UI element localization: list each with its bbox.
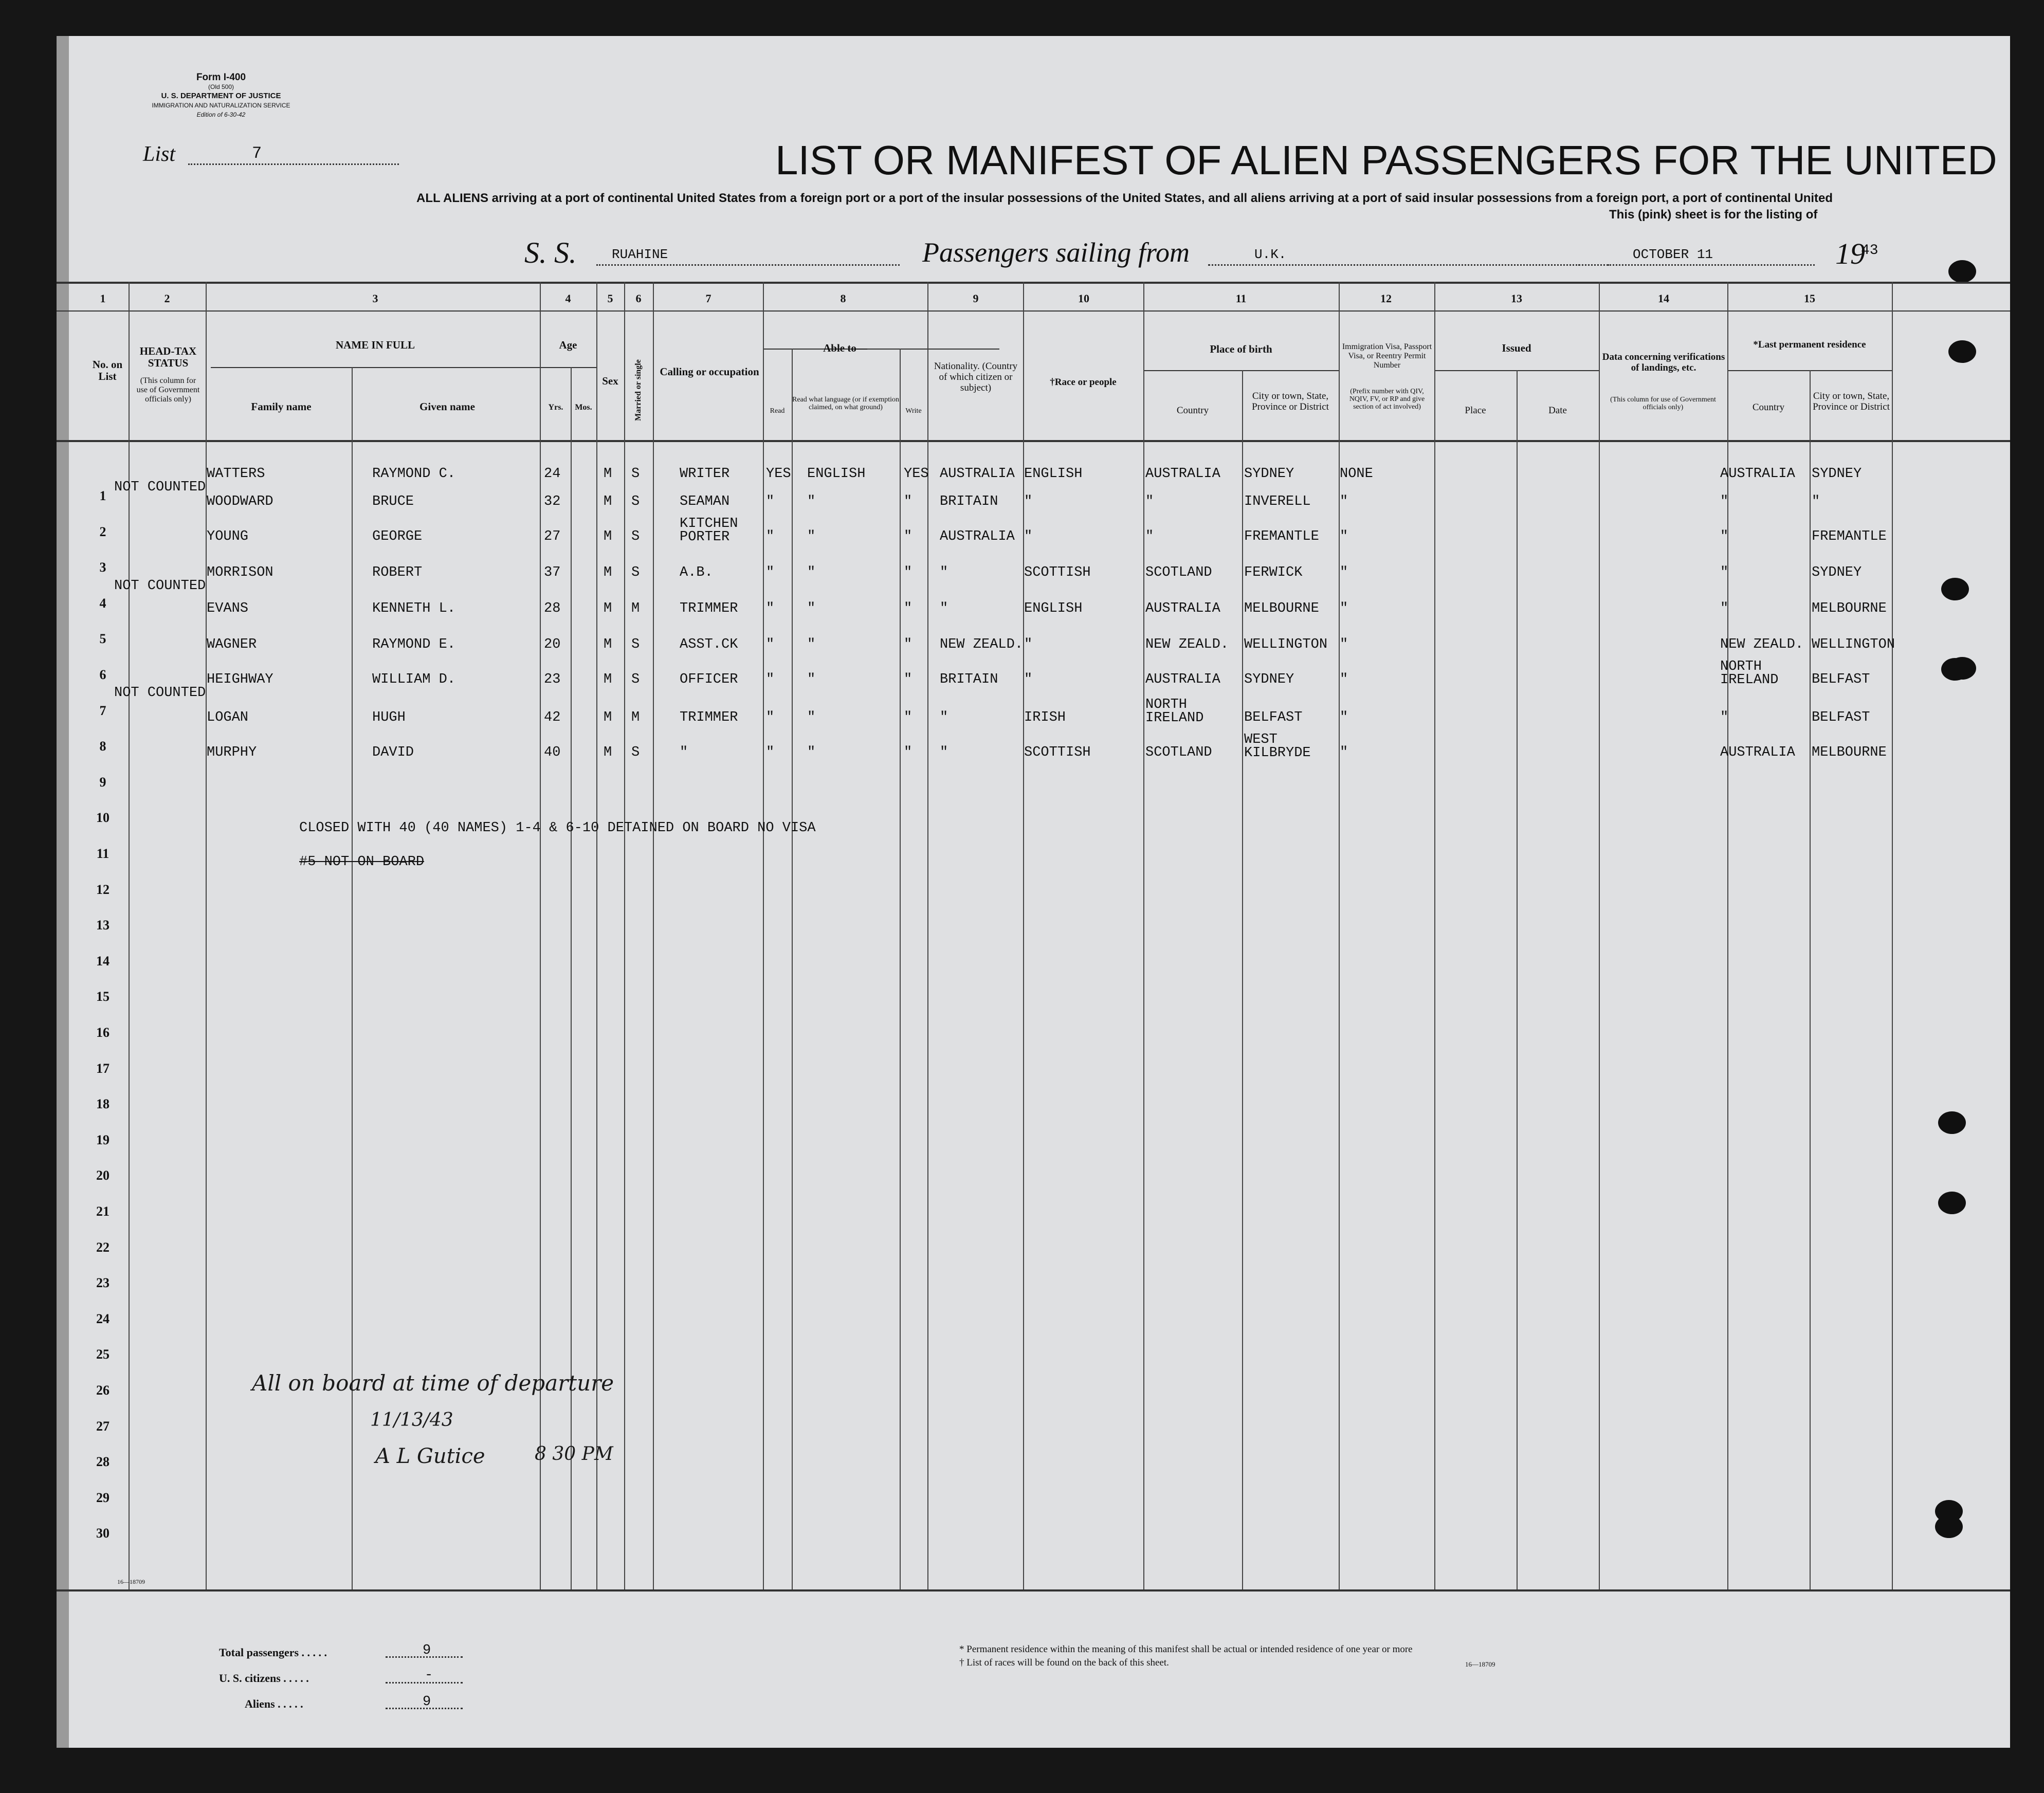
birth-city-cell: SYDNEY [1244, 672, 1294, 687]
ship-name: RUAHINE [612, 247, 668, 262]
column-number: 1 [100, 292, 106, 305]
family-name-cell: HEIGHWAY [207, 672, 273, 687]
header-no-on-list: No. on List [92, 358, 123, 382]
column-number: 15 [1804, 292, 1815, 305]
visa-cell: " [1340, 565, 1348, 580]
marital-status-cell: S [631, 637, 640, 652]
nationality-cell: BRITAIN [940, 672, 998, 687]
header-race: †Race or people [1050, 377, 1117, 388]
col-divider [352, 367, 353, 1589]
nationality-cell: " [940, 565, 948, 580]
residence-footnote: * Permanent residence within the meaning of this manifest shall be actual or intended residence of one year or more [959, 1644, 1413, 1655]
birth-country-cell: AUSTRALIA [1145, 672, 1220, 687]
header-write: Write [905, 407, 922, 415]
sheet-edge-shadow [57, 36, 69, 1748]
write-cell: " [904, 745, 912, 760]
birth-city-cell: FREMANTLE [1244, 529, 1319, 544]
us-line [386, 1682, 463, 1684]
residence-country-cell: " [1720, 601, 1729, 616]
birth-city-cell: MELBOURNE [1244, 601, 1319, 616]
write-cell: " [904, 529, 912, 544]
read-language-cell: " [807, 710, 816, 725]
header-visa-note: (Prefix number with QIV, NQIV, FV, or RP and give section of act involved) [1349, 388, 1425, 411]
residence-city-cell: MELBOURNE [1812, 601, 1887, 616]
sex-cell: M [604, 745, 612, 760]
row-number: 28 [96, 1454, 110, 1470]
visa-cell: " [1340, 529, 1348, 544]
header-name-in-full: NAME IN FULL [335, 339, 415, 351]
age-years-cell: 42 [544, 710, 561, 725]
col-divider [792, 349, 793, 1589]
print-code-left: 16—18709 [117, 1578, 145, 1585]
table-bottom-border [57, 1589, 2010, 1591]
row-number: 5 [99, 631, 106, 647]
residence-city-cell: FREMANTLE [1812, 529, 1887, 544]
family-name-cell: EVANS [207, 601, 249, 616]
department-name: U. S. DEPARTMENT OF JUSTICE [161, 92, 281, 100]
row-number: 22 [96, 1239, 110, 1255]
column-number: 14 [1658, 292, 1669, 305]
birth-country-cell: NEW ZEALD. [1145, 637, 1229, 652]
read-cell: " [766, 637, 775, 652]
age-years-cell: 32 [544, 494, 561, 509]
sex-cell: M [604, 565, 612, 580]
residence-city-cell: SYDNEY [1812, 565, 1862, 580]
residence-city-cell: WELLINGTON [1812, 637, 1895, 652]
col-divider [1599, 282, 1600, 1589]
header-data-note: (This column for use of Government officials only) [1610, 396, 1716, 411]
column-number: 5 [607, 292, 613, 305]
column-number: 9 [973, 292, 979, 305]
header-birth-city: City or town, State, Province or District [1252, 391, 1329, 412]
read-language-cell: " [807, 565, 816, 580]
total-passengers-label: Total passengers . . . . . [219, 1646, 327, 1659]
marital-status-cell: S [631, 672, 640, 687]
print-code: 16—18709 [1465, 1660, 1495, 1668]
column-number: 4 [565, 292, 571, 305]
page-title: LIST OR MANIFEST OF ALIEN PASSENGERS FOR THE UNITED [775, 137, 1997, 183]
sailing-port: U.K. [1254, 247, 1287, 262]
header-issued: Issued [1502, 342, 1531, 354]
sex-cell: M [604, 529, 612, 544]
read-cell: " [766, 494, 775, 509]
birth-country-cell: NORTH IRELAND [1145, 697, 1204, 726]
punch-hole [1948, 260, 1976, 283]
col-divider [571, 367, 572, 1589]
row-number: 17 [96, 1060, 110, 1076]
header-read: Read [770, 407, 785, 415]
row-number: 24 [96, 1311, 110, 1326]
birth-country-cell: " [1145, 529, 1154, 544]
family-name-cell: WATTERS [207, 466, 265, 482]
punch-hole [1948, 657, 1976, 680]
table-top-border [57, 282, 2010, 284]
row-number: 14 [96, 953, 110, 968]
given-name-cell: BRUCE [372, 494, 414, 509]
age-years-cell: 23 [544, 672, 561, 687]
age-years-cell: 27 [544, 529, 561, 544]
closing-note: CLOSED WITH 40 (40 NAMES) 1-4 & 6-10 DETAINED ON BOARD NO VISA [299, 820, 816, 836]
col-divider [129, 282, 130, 1589]
row-number: 16 [96, 1025, 110, 1040]
family-name-cell: MORRISON [207, 565, 273, 580]
read-language-cell: " [807, 672, 816, 687]
age-subheader-line [540, 367, 596, 368]
residence-country-cell: NORTH IRELAND [1720, 659, 1779, 688]
col-divider [763, 282, 764, 1589]
header-head-tax: HEAD-TAX STATUS [139, 345, 197, 369]
colnum-row-border [57, 310, 2010, 312]
visa-cell: " [1340, 494, 1348, 509]
header-data-concerning: Data concerning verifications of landings, etc. [1602, 352, 1725, 373]
head-tax-cell: NOT COUNTED [114, 685, 206, 701]
column-number: 12 [1380, 292, 1392, 305]
marital-status-cell: S [631, 494, 640, 509]
occupation-cell: " [680, 745, 688, 760]
column-number: 6 [635, 292, 642, 305]
total-passengers-value: 9 [423, 1643, 431, 1658]
birth-city-cell: WELLINGTON [1244, 637, 1328, 652]
visa-cell: " [1340, 672, 1348, 687]
us-citizens-value: - [425, 1668, 433, 1683]
row-number: 27 [96, 1418, 110, 1434]
marital-status-cell: S [631, 745, 640, 760]
header-calling: Calling or occupation [660, 365, 759, 378]
visa-cell: " [1340, 637, 1348, 652]
not-on-board-note: #5 NOT ON BOARD [299, 854, 425, 870]
visa-cell: NONE [1340, 466, 1373, 482]
family-name-cell: WAGNER [207, 637, 257, 652]
header-able-to: Able to— [823, 342, 867, 354]
read-cell: YES [766, 466, 791, 482]
birth-city-cell: BELFAST [1244, 710, 1303, 725]
head-tax-cell: NOT COUNTED [114, 480, 206, 495]
col-divider [624, 282, 625, 1589]
birth-country-cell: SCOTLAND [1145, 745, 1212, 760]
nationality-cell: AUSTRALIA [940, 529, 1015, 544]
nationality-cell: NEW ZEALD. [940, 637, 1024, 652]
header-issued-date: Date [1548, 405, 1567, 416]
residence-city-cell: " [1812, 494, 1820, 509]
row-number: 12 [96, 882, 110, 897]
row-number: 18 [96, 1096, 110, 1112]
col-divider [1517, 370, 1518, 1589]
occupation-cell: WRITER [680, 466, 730, 482]
nationality-cell: AUSTRALIA [940, 466, 1015, 482]
birth-country-cell: AUSTRALIA [1145, 466, 1220, 482]
instructions-line: ALL ALIENS arriving at a port of continental United States from a foreign port or a port of the insular possessions of the United States, and all aliens arriving at a port of said insular possessions from a foreign port, a port of continental United [416, 191, 1833, 205]
given-name-cell: DAVID [372, 745, 414, 760]
sex-cell: M [604, 637, 612, 652]
list-label: List [143, 142, 176, 166]
year-suffix: 43 [1861, 243, 1878, 259]
col-divider [900, 349, 901, 1589]
occupation-cell: KITCHEN PORTER [680, 516, 738, 545]
column-number: 2 [164, 292, 170, 305]
race-cell: IRISH [1024, 710, 1066, 725]
sex-cell: M [604, 494, 612, 509]
handwritten-departure-note: All on board at time of departure [252, 1370, 614, 1396]
occupation-cell: ASST.CK [680, 637, 738, 652]
sex-cell: M [604, 710, 612, 725]
given-name-cell: GEORGE [372, 529, 423, 544]
row-number: 26 [96, 1383, 110, 1398]
col-divider [1810, 370, 1811, 1589]
sex-cell: M [604, 672, 612, 687]
manifest-sheet [57, 36, 2010, 1748]
header-given-name: Given name [419, 400, 475, 413]
residence-country-cell: NEW ZEALD. [1720, 637, 1804, 652]
row-number: 4 [99, 595, 106, 611]
read-cell: " [766, 529, 775, 544]
header-age-yrs: Yrs. [548, 403, 563, 412]
sailing-label: Passengers sailing from [922, 237, 1190, 268]
nationality-cell: " [940, 745, 948, 760]
col-divider [1242, 370, 1243, 1589]
read-language-cell: ENGLISH [807, 466, 866, 482]
aliens-value: 9 [423, 1694, 431, 1710]
family-name-cell: WOODWARD [207, 494, 273, 509]
visa-cell: " [1340, 745, 1348, 760]
head-tax-cell: NOT COUNTED [114, 578, 206, 594]
list-number: 7 [252, 144, 262, 163]
punch-hole [1938, 1111, 1966, 1134]
marital-status-cell: M [631, 601, 640, 616]
row-number: 10 [96, 810, 110, 826]
race-cell: " [1024, 637, 1033, 652]
residence-country-cell: " [1720, 529, 1729, 544]
race-cell: ENGLISH [1024, 466, 1083, 482]
header-place-of-birth: Place of birth [1210, 343, 1272, 355]
row-number: 25 [96, 1347, 110, 1362]
header-birth-country: Country [1176, 405, 1209, 416]
occupation-cell: TRIMMER [680, 710, 738, 725]
handwritten-date: 11/13/43 [370, 1410, 453, 1431]
visa-cell: " [1340, 601, 1348, 616]
sex-cell: M [604, 601, 612, 616]
column-number: 3 [372, 292, 378, 305]
list-dotted-line [188, 163, 399, 165]
age-years-cell: 20 [544, 637, 561, 652]
birth-city-cell: SYDNEY [1244, 466, 1294, 482]
write-cell: " [904, 565, 912, 580]
occupation-cell: A.B. [680, 565, 713, 580]
sex-cell: M [604, 466, 612, 482]
race-cell: " [1024, 529, 1033, 544]
marital-status-cell: M [631, 710, 640, 725]
col-divider [653, 282, 654, 1589]
residence-country-cell: " [1720, 494, 1729, 509]
residence-country-cell: AUSTRALIA [1720, 745, 1795, 760]
read-cell: " [766, 565, 775, 580]
pink-sheet-note: This (pink) sheet is for the listing of [1609, 208, 1818, 222]
header-last-residence: *Last permanent residence [1753, 339, 1866, 350]
residence-country-cell: " [1720, 565, 1729, 580]
read-cell: " [766, 745, 775, 760]
header-age: Age [559, 339, 577, 351]
row-number: 13 [96, 918, 110, 933]
column-number: 11 [1235, 292, 1247, 305]
header-head-tax-note: (This column for use of Government officials only) [136, 376, 200, 404]
given-name-cell: WILLIAM D. [372, 672, 456, 687]
occupation-cell: OFFICER [680, 672, 738, 687]
row-number: 15 [96, 989, 110, 1004]
birth-country-cell: AUSTRALIA [1145, 601, 1220, 616]
punch-hole [1938, 1192, 1966, 1214]
birth-country-cell: " [1145, 494, 1154, 509]
row-number: 20 [96, 1168, 110, 1183]
marital-status-cell: S [631, 466, 640, 482]
marital-status-cell: S [631, 565, 640, 580]
date-dotted-line [1578, 264, 1815, 266]
row-number: 1 [99, 488, 106, 503]
read-language-cell: " [807, 529, 816, 544]
punch-hole [1941, 578, 1969, 600]
nationality-cell: BRITAIN [940, 494, 998, 509]
row-number: 6 [99, 667, 106, 682]
race-cell: SCOTTISH [1024, 565, 1091, 580]
residence-city-cell: BELFAST [1812, 710, 1870, 725]
marital-status-cell: S [631, 529, 640, 544]
read-cell: " [766, 672, 775, 687]
column-number: 13 [1511, 292, 1522, 305]
row-number: 3 [99, 560, 106, 575]
family-name-cell: LOGAN [207, 710, 249, 725]
read-language-cell: " [807, 601, 816, 616]
col-divider [1892, 282, 1893, 1589]
race-cell: " [1024, 494, 1033, 509]
form-edition: Edition of 6-30-42 [196, 111, 246, 118]
read-language-cell: " [807, 745, 816, 760]
column-number: 8 [840, 292, 846, 305]
birth-city-cell: FERWICK [1244, 565, 1303, 580]
given-name-cell: HUGH [372, 710, 406, 725]
handwritten-time: 8 30 PM [535, 1443, 613, 1465]
punch-hole [1935, 1515, 1963, 1538]
row-number: 8 [99, 739, 106, 754]
service-name: IMMIGRATION AND NATURALIZATION SERVICE [152, 102, 290, 109]
sailing-date: OCTOBER 11 [1633, 247, 1713, 262]
residence-city-cell: MELBOURNE [1812, 745, 1887, 760]
age-years-cell: 28 [544, 601, 561, 616]
write-cell: YES [904, 466, 929, 482]
header-bottom-border [57, 440, 2010, 442]
row-number: 9 [99, 774, 106, 790]
given-name-cell: RAYMOND C. [372, 466, 456, 482]
header-sex: Sex [602, 375, 618, 387]
row-number: 23 [96, 1275, 110, 1291]
header-family-name: Family name [251, 400, 312, 413]
punch-hole [1948, 340, 1976, 363]
port-dotted-line [1208, 264, 1609, 266]
given-name-cell: ROBERT [372, 565, 423, 580]
header-res-country: Country [1752, 402, 1785, 413]
nationality-cell: " [940, 710, 948, 725]
family-name-cell: MURPHY [207, 745, 257, 760]
col-divider [1143, 282, 1144, 1589]
row-number: 2 [99, 524, 106, 539]
write-cell: " [904, 494, 912, 509]
residence-country-cell: AUSTRALIA [1720, 466, 1795, 482]
write-cell: " [904, 710, 912, 725]
race-cell: SCOTTISH [1024, 745, 1091, 760]
ss-label: S. S. [524, 236, 577, 269]
row-number: 19 [96, 1132, 110, 1147]
age-years-cell: 37 [544, 565, 561, 580]
race-cell: ENGLISH [1024, 601, 1083, 616]
given-name-cell: RAYMOND E. [372, 637, 456, 652]
residence-country-cell: " [1720, 710, 1729, 725]
row-number: 11 [96, 846, 110, 861]
write-cell: " [904, 672, 912, 687]
handwritten-signature: A L Gutice [375, 1444, 485, 1468]
given-name-cell: KENNETH L. [372, 601, 456, 616]
birth-city-cell: INVERELL [1244, 494, 1311, 509]
header-married-single: Married or single [634, 359, 643, 421]
race-footnote: † List of races will be found on the back of this sheet. [959, 1657, 1169, 1668]
header-res-city: City or town, State, Province or District [1813, 391, 1890, 412]
occupation-cell: TRIMMER [680, 601, 738, 616]
residence-city-cell: SYDNEY [1812, 466, 1862, 482]
form-number: Form I-400 [196, 72, 246, 83]
race-cell: " [1024, 672, 1033, 687]
row-number: 7 [99, 703, 106, 718]
header-visa: Immigration Visa, Passport Visa, or Reentry Permit Number [1342, 342, 1432, 370]
visa-cell: " [1340, 710, 1348, 725]
occupation-cell: SEAMAN [680, 494, 730, 509]
nationality-cell: " [940, 601, 948, 616]
header-issued-place: Place [1465, 405, 1486, 416]
year-prefix: 19 [1835, 237, 1865, 270]
header-age-mos: Mos. [575, 403, 592, 412]
column-number: 10 [1078, 292, 1089, 305]
ship-dotted-line [596, 264, 900, 266]
read-cell: " [766, 601, 775, 616]
row-number: 29 [96, 1490, 110, 1505]
write-cell: " [904, 601, 912, 616]
column-number: 7 [705, 292, 711, 305]
birth-country-cell: SCOTLAND [1145, 565, 1212, 580]
col-divider [1434, 282, 1435, 1589]
write-cell: " [904, 637, 912, 652]
aliens-label: Aliens . . . . . [245, 1697, 303, 1710]
family-name-cell: YOUNG [207, 529, 249, 544]
row-number: 30 [96, 1526, 110, 1541]
read-language-cell: " [807, 494, 816, 509]
form-old-number: (Old 500) [208, 83, 234, 90]
age-years-cell: 24 [544, 466, 561, 482]
read-cell: " [766, 710, 775, 725]
header-read-what: Read what language (or if exemption claimed, on what ground) [792, 396, 899, 411]
form-heading [144, 73, 298, 119]
name-subheader-line [211, 367, 596, 368]
birth-subheader-line [1143, 370, 1339, 371]
age-years-cell: 40 [544, 745, 561, 760]
birth-city-cell: WEST KILBRYDE [1244, 732, 1311, 761]
us-citizens-label: U. S. citizens . . . . . [219, 1672, 309, 1685]
residence-city-cell: BELFAST [1812, 672, 1870, 687]
row-number: 21 [96, 1204, 110, 1219]
header-nationality: Nationality. (Country of which citizen or subject) [934, 361, 1018, 393]
read-language-cell: " [807, 637, 816, 652]
